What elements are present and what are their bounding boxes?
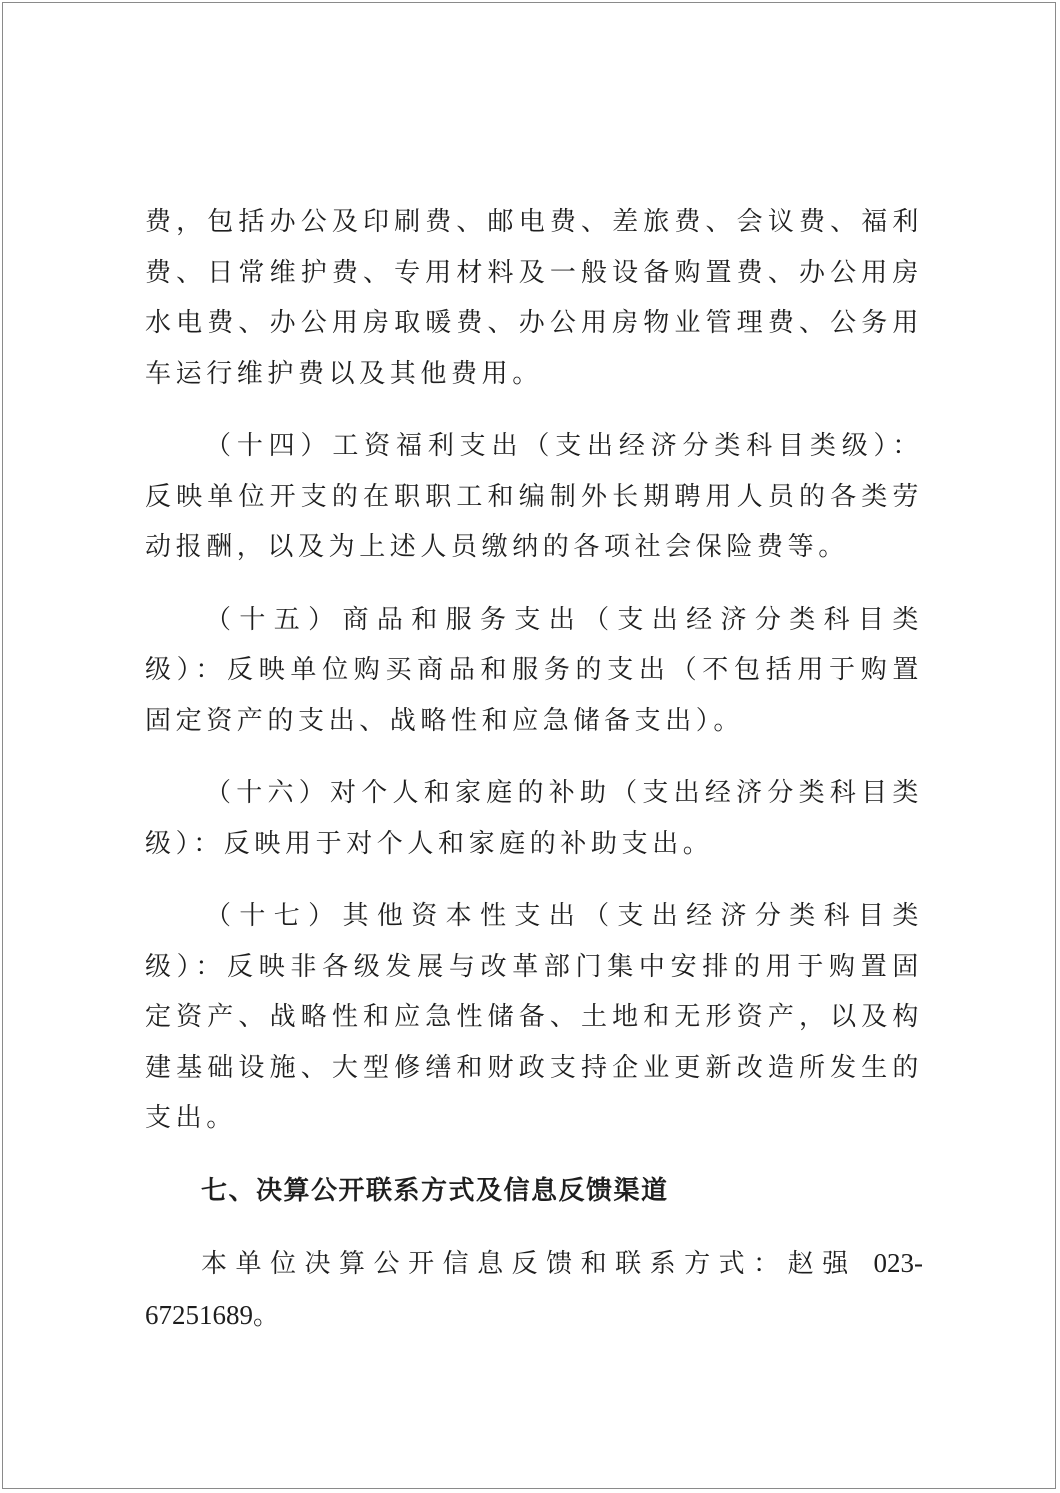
contact-phone-number: 023-67251689: [145, 1248, 923, 1330]
paragraph-14-wage-welfare: （十四）工资福利支出（支出经济分类科目类级）：反映单位开支的在职职工和编制外长期聘用人员的各类劳动报酬，以及为上述人员缴纳的各项社会保险费等。: [145, 431, 923, 562]
paragraph-15-goods-services: （十五）商品和服务支出（支出经济分类科目类级）：反映单位购买商品和服务的支出（不包括用于购置固定资产的支出、战略性和应急储备支出）。: [145, 604, 923, 736]
paragraph-17-other-capital: （十七）其他资本性支出（支出经济分类科目类级）：反映非各级发展与改革部门集中安排的用于购置固定资产、战略性和应急性储备、土地和无形资产，以及构建基础设施、大型修缮和财政支持企业更新改造所发生的支出。: [145, 901, 923, 1133]
paragraph-gap: [145, 573, 923, 595]
paragraph-gap: [145, 869, 923, 891]
contact-paragraph: [145, 1238, 923, 1341]
document-page: [2, 2, 1056, 1489]
document-body: [145, 197, 923, 1341]
paragraph-gap: [145, 1216, 923, 1238]
paragraph-gap: [145, 399, 923, 421]
paragraph-expense-list: 费，包括办公及印刷费、邮电费、差旅费、会议费、福利费、日常维护费、专用材料及一般设备购置费、办公用房水电费、办公用房取暖费、办公用房物业管理费、公务用车运行维护费以及其他费用。: [145, 207, 923, 389]
contact-end-mark: 。: [253, 1300, 287, 1331]
paragraph-gap: [145, 1144, 923, 1166]
paragraph-gap: [145, 746, 923, 768]
contact-text: 本单位决算公开信息反馈和联系方式：赵强: [201, 1249, 857, 1279]
paragraph-16-household-subsidy: （十六）对个人和家庭的补助（支出经济分类科目类级）：反映用于对个人和家庭的补助支出。: [145, 778, 923, 859]
section-7-heading: 七、决算公开联系方式及信息反馈渠道: [201, 1175, 669, 1206]
